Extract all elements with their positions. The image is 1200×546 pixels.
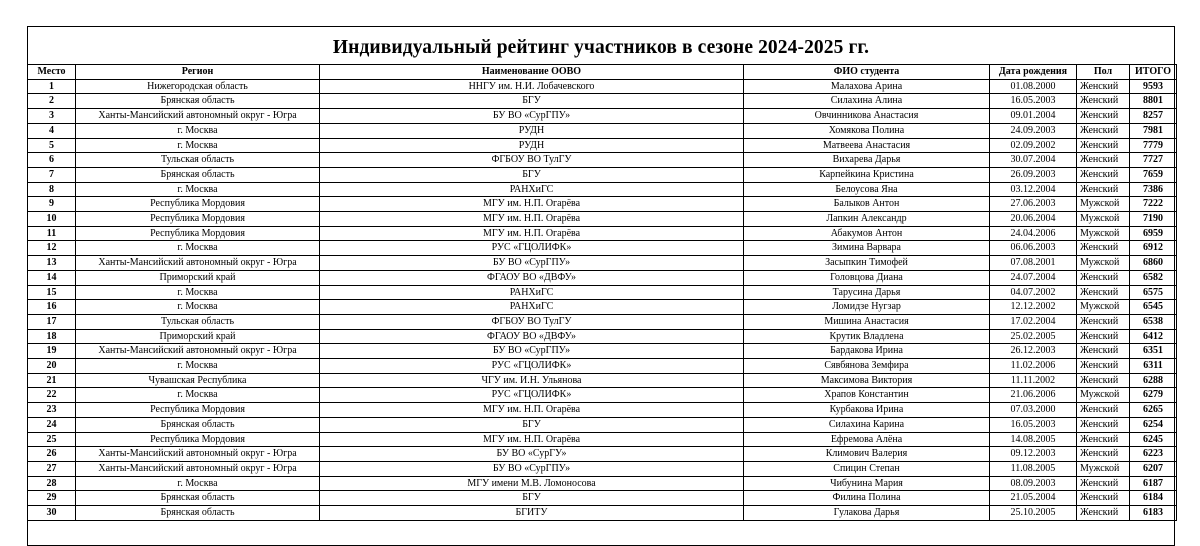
cell-total: 6187 bbox=[1130, 476, 1177, 491]
cell-total: 6545 bbox=[1130, 300, 1177, 315]
cell-sex: Женский bbox=[1077, 314, 1130, 329]
cell-total: 6245 bbox=[1130, 432, 1177, 447]
table-row bbox=[28, 153, 1177, 168]
cell-university: РАНХиГС bbox=[320, 285, 744, 300]
cell-total: 7659 bbox=[1130, 167, 1177, 182]
cell-student: Малахова Арина bbox=[744, 79, 990, 94]
cell-birth-date: 27.06.2003 bbox=[990, 197, 1077, 212]
cell-university: БУ ВО «СурГПУ» bbox=[320, 109, 744, 124]
cell-place: 23 bbox=[28, 403, 76, 418]
cell-place: 13 bbox=[28, 256, 76, 271]
cell-university: РУС «ГЦОЛИФК» bbox=[320, 388, 744, 403]
cell-student: Лапкин Александр bbox=[744, 212, 990, 227]
cell-place: 1 bbox=[28, 79, 76, 94]
cell-region: Ханты-Мансийский автономный округ - Югра bbox=[76, 109, 320, 124]
cell-region: Приморский край bbox=[76, 329, 320, 344]
cell-sex: Мужской bbox=[1077, 256, 1130, 271]
cell-birth-date: 11.08.2005 bbox=[990, 461, 1077, 476]
cell-place: 4 bbox=[28, 123, 76, 138]
cell-region: Ханты-Мансийский автономный округ - Югра bbox=[76, 256, 320, 271]
cell-region: г. Москва bbox=[76, 359, 320, 374]
cell-birth-date: 09.01.2004 bbox=[990, 109, 1077, 124]
cell-place: 17 bbox=[28, 314, 76, 329]
table-row bbox=[28, 359, 1177, 374]
cell-birth-date: 30.07.2004 bbox=[990, 153, 1077, 168]
cell-total: 6575 bbox=[1130, 285, 1177, 300]
table-row bbox=[28, 491, 1177, 506]
cell-place: 28 bbox=[28, 476, 76, 491]
cell-university: РАНХиГС bbox=[320, 300, 744, 315]
cell-birth-date: 26.09.2003 bbox=[990, 167, 1077, 182]
table-row bbox=[28, 329, 1177, 344]
cell-sex: Женский bbox=[1077, 491, 1130, 506]
cell-region: Республика Мордовия bbox=[76, 226, 320, 241]
cell-place: 5 bbox=[28, 138, 76, 153]
table-row bbox=[28, 197, 1177, 212]
cell-total: 6254 bbox=[1130, 417, 1177, 432]
cell-birth-date: 07.03.2000 bbox=[990, 403, 1077, 418]
cell-place: 16 bbox=[28, 300, 76, 315]
cell-student: Силахина Карина bbox=[744, 417, 990, 432]
cell-total: 8801 bbox=[1130, 94, 1177, 109]
cell-birth-date: 16.05.2003 bbox=[990, 417, 1077, 432]
cell-student: Климович Валерия bbox=[744, 447, 990, 462]
column-header-university: Наименование ООВО bbox=[320, 65, 744, 80]
cell-university: ЧГУ им. И.Н. Ульянова bbox=[320, 373, 744, 388]
cell-student: Зимина Варвара bbox=[744, 241, 990, 256]
table-row bbox=[28, 447, 1177, 462]
cell-region: Брянская область bbox=[76, 94, 320, 109]
table-row bbox=[28, 167, 1177, 182]
cell-sex: Женский bbox=[1077, 270, 1130, 285]
cell-sex: Мужской bbox=[1077, 300, 1130, 315]
cell-sex: Женский bbox=[1077, 109, 1130, 124]
cell-total: 6538 bbox=[1130, 314, 1177, 329]
cell-university: МГУ им. Н.П. Огарёва bbox=[320, 197, 744, 212]
cell-region: Ханты-Мансийский автономный округ - Югра bbox=[76, 447, 320, 462]
cell-sex: Мужской bbox=[1077, 197, 1130, 212]
cell-sex: Женский bbox=[1077, 79, 1130, 94]
cell-place: 15 bbox=[28, 285, 76, 300]
cell-university: РУС «ГЦОЛИФК» bbox=[320, 359, 744, 374]
cell-birth-date: 21.06.2006 bbox=[990, 388, 1077, 403]
cell-total: 6860 bbox=[1130, 256, 1177, 271]
cell-sex: Женский bbox=[1077, 329, 1130, 344]
cell-university: МГУ им. Н.П. Огарёва bbox=[320, 226, 744, 241]
cell-birth-date: 24.07.2004 bbox=[990, 270, 1077, 285]
cell-university: БУ ВО «СурГПУ» bbox=[320, 256, 744, 271]
cell-total: 6412 bbox=[1130, 329, 1177, 344]
cell-university: ФГБОУ ВО ТулГУ bbox=[320, 153, 744, 168]
cell-sex: Женский bbox=[1077, 344, 1130, 359]
cell-place: 12 bbox=[28, 241, 76, 256]
cell-student: Бардакова Ирина bbox=[744, 344, 990, 359]
cell-sex: Женский bbox=[1077, 417, 1130, 432]
cell-student: Спицин Степан bbox=[744, 461, 990, 476]
cell-university: МГУ им. Н.П. Огарёва bbox=[320, 403, 744, 418]
cell-total: 6279 bbox=[1130, 388, 1177, 403]
cell-place: 24 bbox=[28, 417, 76, 432]
cell-birth-date: 17.02.2004 bbox=[990, 314, 1077, 329]
table-row bbox=[28, 314, 1177, 329]
cell-birth-date: 12.12.2002 bbox=[990, 300, 1077, 315]
cell-sex: Женский bbox=[1077, 153, 1130, 168]
cell-place: 10 bbox=[28, 212, 76, 227]
cell-birth-date: 02.09.2002 bbox=[990, 138, 1077, 153]
cell-birth-date: 03.12.2004 bbox=[990, 182, 1077, 197]
cell-birth-date: 20.06.2004 bbox=[990, 212, 1077, 227]
cell-sex: Женский bbox=[1077, 403, 1130, 418]
cell-place: 19 bbox=[28, 344, 76, 359]
cell-place: 6 bbox=[28, 153, 76, 168]
cell-student: Чибунина Мария bbox=[744, 476, 990, 491]
table-row bbox=[28, 300, 1177, 315]
cell-total: 7727 bbox=[1130, 153, 1177, 168]
cell-university: РУДН bbox=[320, 123, 744, 138]
cell-student: Белоусова Яна bbox=[744, 182, 990, 197]
table-row bbox=[28, 94, 1177, 109]
cell-birth-date: 25.02.2005 bbox=[990, 329, 1077, 344]
cell-sex: Женский bbox=[1077, 167, 1130, 182]
cell-university: БУ ВО «СурГПУ» bbox=[320, 461, 744, 476]
table-row bbox=[28, 506, 1177, 521]
cell-university: ННГУ им. Н.И. Лобачевского bbox=[320, 79, 744, 94]
cell-birth-date: 16.05.2003 bbox=[990, 94, 1077, 109]
table-body bbox=[28, 79, 1177, 520]
table-row bbox=[28, 388, 1177, 403]
cell-region: г. Москва bbox=[76, 388, 320, 403]
cell-university: БГУ bbox=[320, 94, 744, 109]
table-row bbox=[28, 373, 1177, 388]
column-header-place: Место bbox=[28, 65, 76, 80]
column-header-region: Регион bbox=[76, 65, 320, 80]
cell-university: БГУ bbox=[320, 417, 744, 432]
cell-place: 2 bbox=[28, 94, 76, 109]
cell-total: 6311 bbox=[1130, 359, 1177, 374]
cell-student: Абакумов Антон bbox=[744, 226, 990, 241]
cell-region: Тульская область bbox=[76, 314, 320, 329]
cell-place: 22 bbox=[28, 388, 76, 403]
cell-university: МГУ имени М.В. Ломоносова bbox=[320, 476, 744, 491]
table-row bbox=[28, 138, 1177, 153]
cell-student: Хомякова Полина bbox=[744, 123, 990, 138]
cell-birth-date: 06.06.2003 bbox=[990, 241, 1077, 256]
cell-total: 6959 bbox=[1130, 226, 1177, 241]
cell-total: 6183 bbox=[1130, 506, 1177, 521]
cell-student: Засыпкин Тимофей bbox=[744, 256, 990, 271]
table-row bbox=[28, 417, 1177, 432]
cell-region: г. Москва bbox=[76, 182, 320, 197]
cell-university: МГУ им. Н.П. Огарёва bbox=[320, 432, 744, 447]
cell-place: 29 bbox=[28, 491, 76, 506]
cell-student: Тарусина Дарья bbox=[744, 285, 990, 300]
table-row bbox=[28, 123, 1177, 138]
cell-birth-date: 09.12.2003 bbox=[990, 447, 1077, 462]
table-row bbox=[28, 109, 1177, 124]
page-title: Индивидуальный рейтинг участников в сезоне 2024-2025 гг. bbox=[332, 37, 870, 58]
table-row bbox=[28, 79, 1177, 94]
cell-place: 25 bbox=[28, 432, 76, 447]
cell-sex: Женский bbox=[1077, 182, 1130, 197]
cell-total: 6265 bbox=[1130, 403, 1177, 418]
cell-place: 14 bbox=[28, 270, 76, 285]
cell-place: 11 bbox=[28, 226, 76, 241]
column-header-student: ФИО студента bbox=[744, 65, 990, 80]
table-row bbox=[28, 212, 1177, 227]
cell-birth-date: 11.02.2006 bbox=[990, 359, 1077, 374]
cell-birth-date: 26.12.2003 bbox=[990, 344, 1077, 359]
table-row bbox=[28, 256, 1177, 271]
cell-total: 7190 bbox=[1130, 212, 1177, 227]
cell-student: Мишина Анастасия bbox=[744, 314, 990, 329]
cell-student: Ломидзе Нугзар bbox=[744, 300, 990, 315]
cell-place: 8 bbox=[28, 182, 76, 197]
cell-region: Республика Мордовия bbox=[76, 432, 320, 447]
cell-birth-date: 04.07.2002 bbox=[990, 285, 1077, 300]
table-row bbox=[28, 476, 1177, 491]
column-header-sex: Пол bbox=[1077, 65, 1130, 80]
cell-student: Карпейкина Кристина bbox=[744, 167, 990, 182]
table-row bbox=[28, 270, 1177, 285]
cell-student: Силахина Алина bbox=[744, 94, 990, 109]
cell-place: 18 bbox=[28, 329, 76, 344]
cell-sex: Мужской bbox=[1077, 212, 1130, 227]
rating-sheet bbox=[27, 26, 1175, 546]
cell-university: БУ ВО «СурГПУ» bbox=[320, 344, 744, 359]
cell-region: Приморский край bbox=[76, 270, 320, 285]
cell-region: Брянская область bbox=[76, 491, 320, 506]
cell-student: Сявбянова Земфира bbox=[744, 359, 990, 374]
cell-student: Ефремова Алёна bbox=[744, 432, 990, 447]
cell-total: 6184 bbox=[1130, 491, 1177, 506]
cell-total: 7222 bbox=[1130, 197, 1177, 212]
cell-student: Балыков Антон bbox=[744, 197, 990, 212]
cell-sex: Мужской bbox=[1077, 388, 1130, 403]
cell-region: г. Москва bbox=[76, 123, 320, 138]
cell-birth-date: 11.11.2002 bbox=[990, 373, 1077, 388]
cell-place: 20 bbox=[28, 359, 76, 374]
table-row bbox=[28, 432, 1177, 447]
cell-birth-date: 07.08.2001 bbox=[990, 256, 1077, 271]
cell-region: Чувашская Республика bbox=[76, 373, 320, 388]
cell-sex: Женский bbox=[1077, 138, 1130, 153]
table-row bbox=[28, 241, 1177, 256]
cell-birth-date: 25.10.2005 bbox=[990, 506, 1077, 521]
cell-university: БГУ bbox=[320, 167, 744, 182]
cell-student: Крутик Владлена bbox=[744, 329, 990, 344]
cell-place: 7 bbox=[28, 167, 76, 182]
cell-student: Вихарева Дарья bbox=[744, 153, 990, 168]
cell-university: РУДН bbox=[320, 138, 744, 153]
table-row bbox=[28, 344, 1177, 359]
cell-university: МГУ им. Н.П. Огарёва bbox=[320, 212, 744, 227]
column-header-total: ИТОГО bbox=[1130, 65, 1177, 80]
cell-place: 27 bbox=[28, 461, 76, 476]
cell-university: БУ ВО «СурГУ» bbox=[320, 447, 744, 462]
table-row bbox=[28, 226, 1177, 241]
cell-university: ФГАОУ ВО «ДВФУ» bbox=[320, 329, 744, 344]
cell-sex: Женский bbox=[1077, 506, 1130, 521]
cell-sex: Женский bbox=[1077, 432, 1130, 447]
cell-region: Нижегородская область bbox=[76, 79, 320, 94]
cell-birth-date: 01.08.2000 bbox=[990, 79, 1077, 94]
cell-region: Республика Мордовия bbox=[76, 212, 320, 227]
cell-total: 6912 bbox=[1130, 241, 1177, 256]
cell-student: Филина Полина bbox=[744, 491, 990, 506]
cell-total: 6223 bbox=[1130, 447, 1177, 462]
cell-university: БГУ bbox=[320, 491, 744, 506]
cell-sex: Мужской bbox=[1077, 226, 1130, 241]
cell-total: 6288 bbox=[1130, 373, 1177, 388]
cell-place: 9 bbox=[28, 197, 76, 212]
cell-region: г. Москва bbox=[76, 476, 320, 491]
cell-sex: Женский bbox=[1077, 476, 1130, 491]
rating-table bbox=[27, 64, 1177, 521]
cell-birth-date: 21.05.2004 bbox=[990, 491, 1077, 506]
cell-student: Храпов Константин bbox=[744, 388, 990, 403]
cell-birth-date: 08.09.2003 bbox=[990, 476, 1077, 491]
cell-total: 6582 bbox=[1130, 270, 1177, 285]
table-row bbox=[28, 182, 1177, 197]
cell-total: 8257 bbox=[1130, 109, 1177, 124]
cell-place: 30 bbox=[28, 506, 76, 521]
cell-region: Ханты-Мансийский автономный округ - Югра bbox=[76, 344, 320, 359]
cell-sex: Женский bbox=[1077, 285, 1130, 300]
cell-region: Тульская область bbox=[76, 153, 320, 168]
cell-region: Брянская область bbox=[76, 417, 320, 432]
cell-total: 6207 bbox=[1130, 461, 1177, 476]
cell-sex: Женский bbox=[1077, 447, 1130, 462]
cell-total: 7981 bbox=[1130, 123, 1177, 138]
cell-region: Брянская область bbox=[76, 167, 320, 182]
cell-birth-date: 24.04.2006 bbox=[990, 226, 1077, 241]
cell-sex: Мужской bbox=[1077, 461, 1130, 476]
table-header-row bbox=[28, 65, 1177, 80]
cell-sex: Женский bbox=[1077, 241, 1130, 256]
cell-student: Головцова Диана bbox=[744, 270, 990, 285]
cell-university: ФГАОУ ВО «ДВФУ» bbox=[320, 270, 744, 285]
cell-total: 9593 bbox=[1130, 79, 1177, 94]
column-header-birth-date: Дата рождения bbox=[990, 65, 1077, 80]
cell-sex: Женский bbox=[1077, 94, 1130, 109]
table-row bbox=[28, 403, 1177, 418]
table-row bbox=[28, 285, 1177, 300]
cell-university: РУС «ГЦОЛИФК» bbox=[320, 241, 744, 256]
cell-student: Максимова Виктория bbox=[744, 373, 990, 388]
cell-university: БГИТУ bbox=[320, 506, 744, 521]
cell-place: 3 bbox=[28, 109, 76, 124]
cell-student: Гулакова Дарья bbox=[744, 506, 990, 521]
cell-region: Ханты-Мансийский автономный округ - Югра bbox=[76, 461, 320, 476]
cell-birth-date: 14.08.2005 bbox=[990, 432, 1077, 447]
cell-university: ФГБОУ ВО ТулГУ bbox=[320, 314, 744, 329]
cell-region: г. Москва bbox=[76, 300, 320, 315]
cell-region: г. Москва bbox=[76, 138, 320, 153]
cell-total: 7779 bbox=[1130, 138, 1177, 153]
cell-student: Овчинникова Анастасия bbox=[744, 109, 990, 124]
cell-region: Республика Мордовия bbox=[76, 197, 320, 212]
cell-region: Брянская область bbox=[76, 506, 320, 521]
cell-student: Матвеева Анастасия bbox=[744, 138, 990, 153]
table-row bbox=[28, 461, 1177, 476]
cell-place: 21 bbox=[28, 373, 76, 388]
cell-university: РАНХиГС bbox=[320, 182, 744, 197]
cell-place: 26 bbox=[28, 447, 76, 462]
cell-region: Республика Мордовия bbox=[76, 403, 320, 418]
cell-total: 6351 bbox=[1130, 344, 1177, 359]
cell-birth-date: 24.09.2003 bbox=[990, 123, 1077, 138]
cell-region: г. Москва bbox=[76, 241, 320, 256]
cell-sex: Женский bbox=[1077, 123, 1130, 138]
cell-student: Курбакова Ирина bbox=[744, 403, 990, 418]
cell-sex: Женский bbox=[1077, 359, 1130, 374]
cell-region: г. Москва bbox=[76, 285, 320, 300]
cell-total: 7386 bbox=[1130, 182, 1177, 197]
cell-sex: Женский bbox=[1077, 373, 1130, 388]
